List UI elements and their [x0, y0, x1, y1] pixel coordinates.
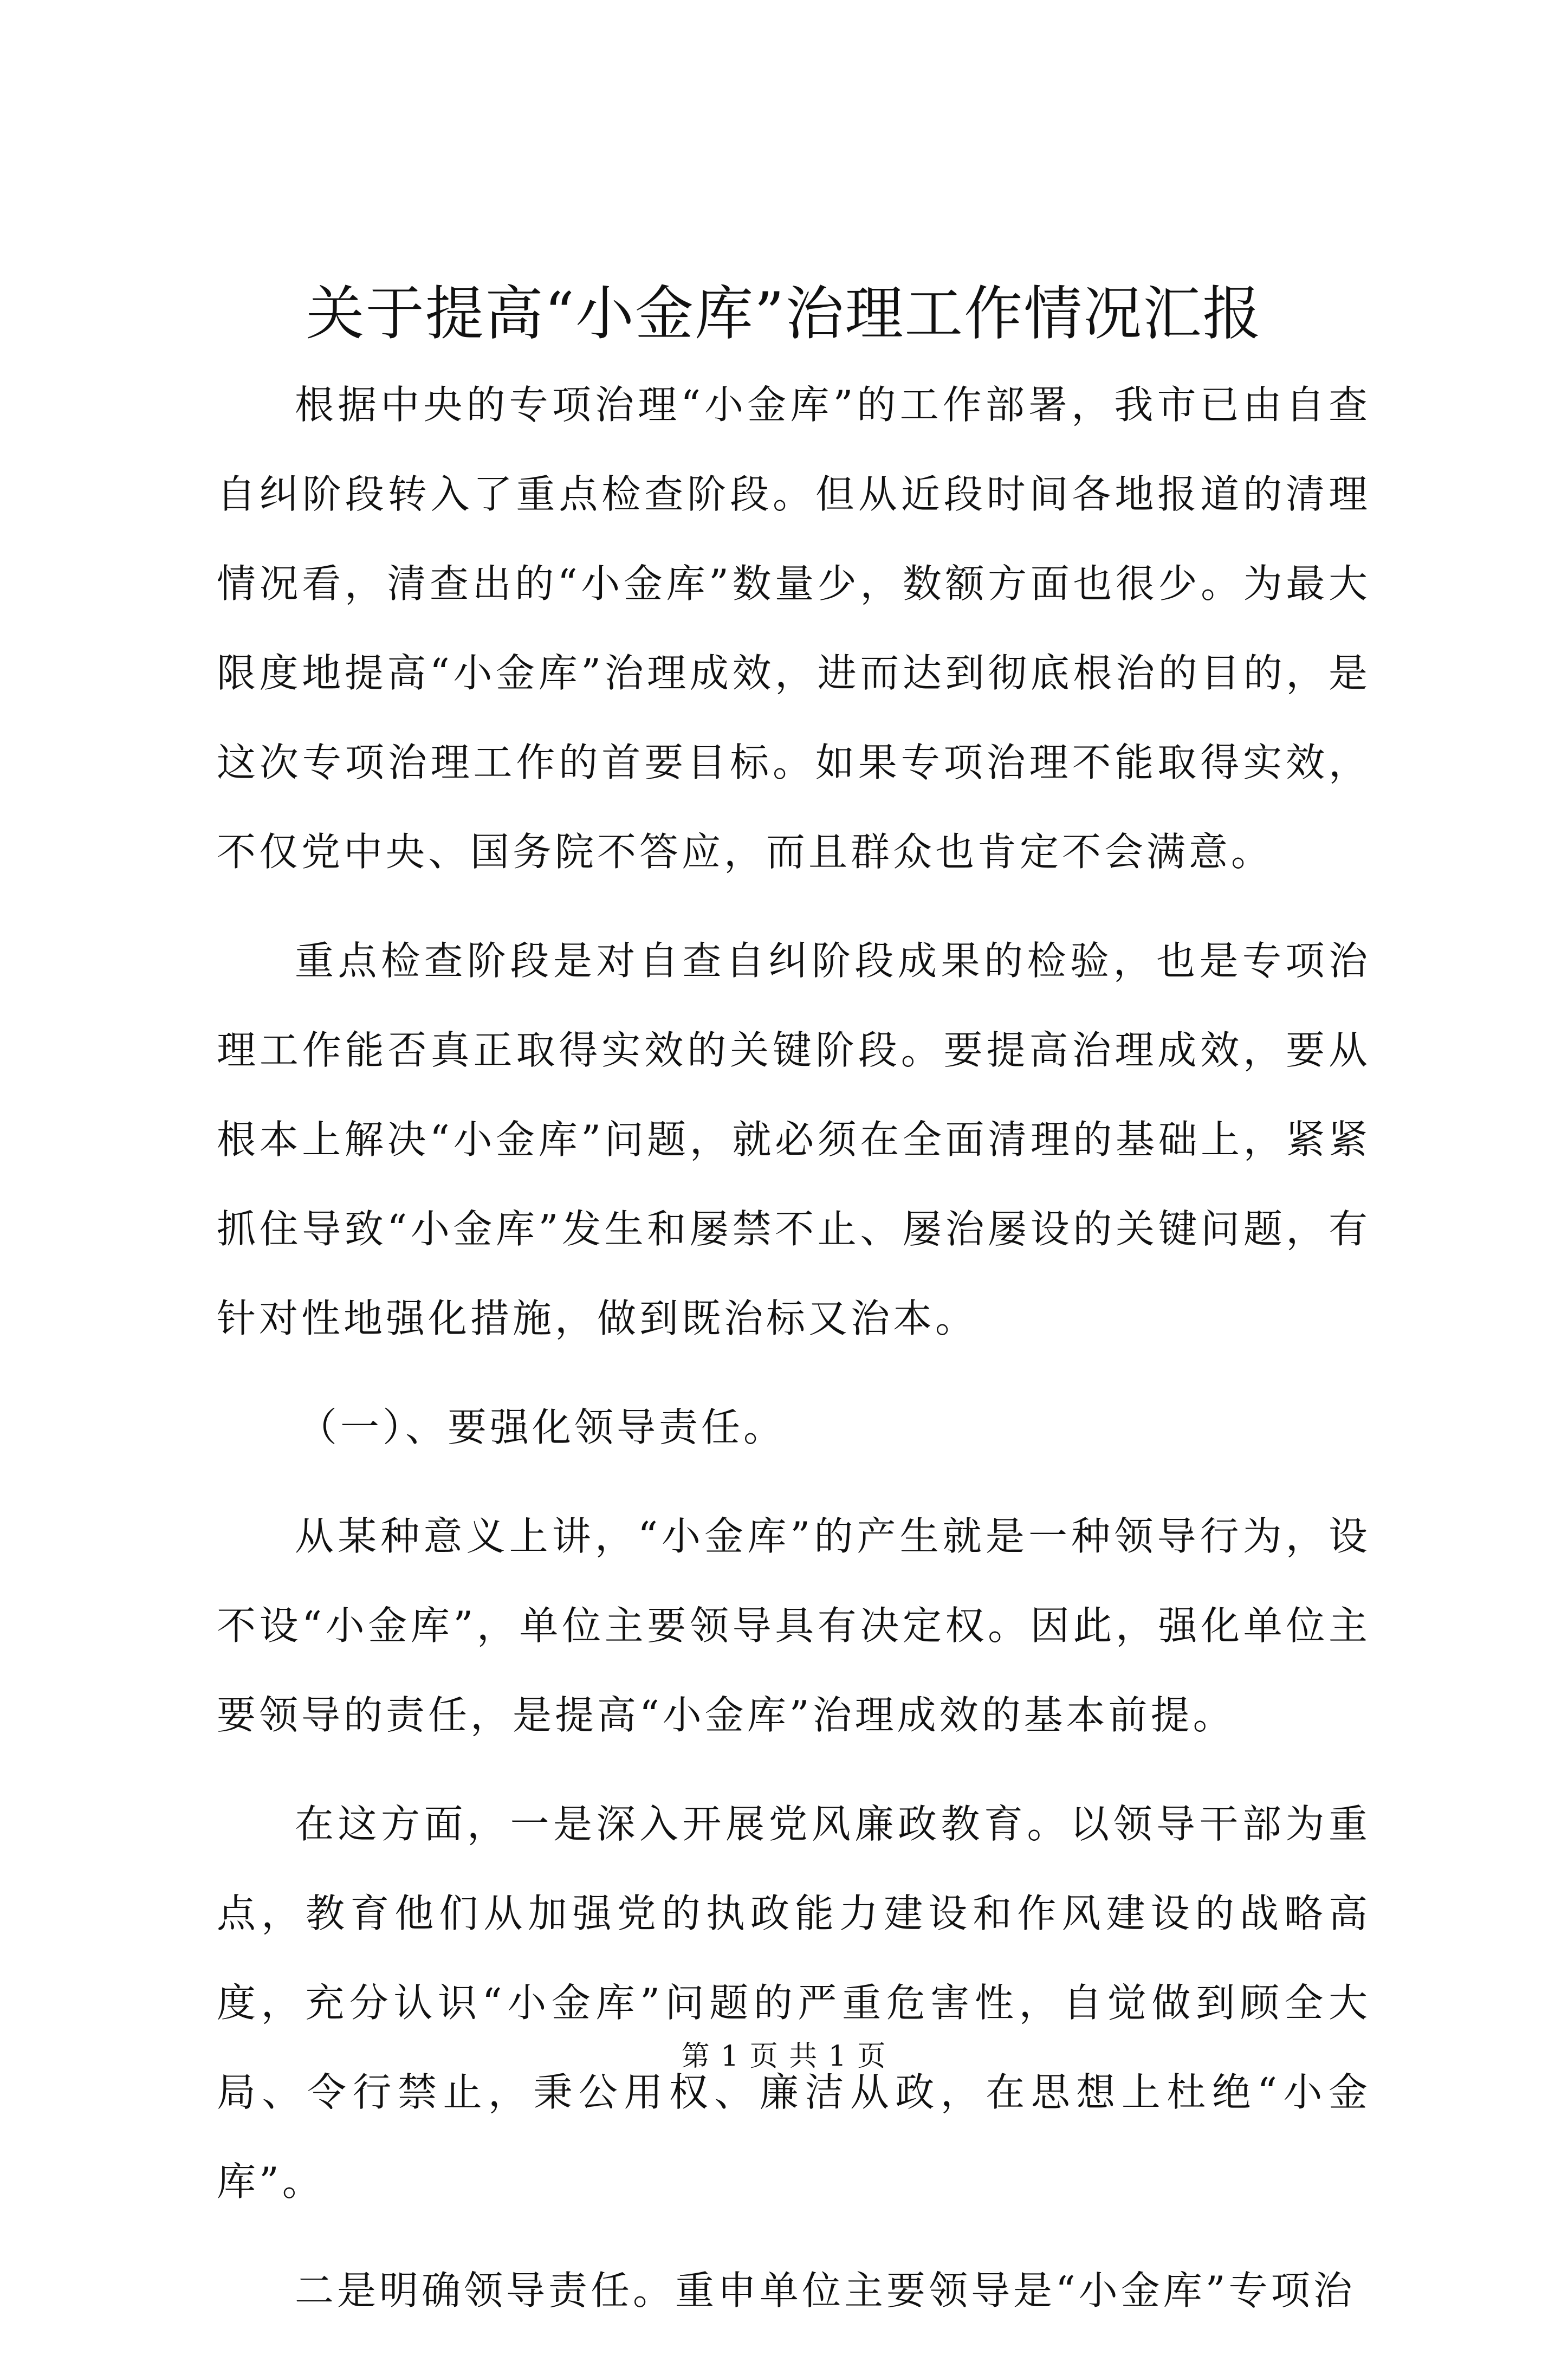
- page-footer: 第 1 页 共 1 页: [681, 2040, 887, 2073]
- paragraph-5: 二是明确领导责任。重申单位主要领导是“小金库”专项治: [295, 2268, 1356, 2313]
- document-title: 关于提高“小金库”治理工作情况汇报: [306, 280, 1262, 348]
- paragraph-1: 根据中央的专项治理“小金库”的工作部署，我市已由自查自纠阶段转入了重点检查阶段。但从近段时间各地报道的清理情况看，清查出的“小金库”数量少，数额方面也很少。为最大限度地提高“小金库”治理成效，进而达到彻底根治的目的，是这次专项治理工作的首要目标。如果专项治理不能取得实效，不仅党中央、国务院不答应，而且群众也肯定不会满意。: [217, 382, 1371, 875]
- section-heading-1: （一）、要强化领导责任。: [298, 1405, 786, 1450]
- paragraph-4: 在这方面，一是深入开展党风廉政教育。以领导干部为重点，教育他们从加强党的执政能力建设和作风建设的战略高度，充分认识“小金库”问题的严重危害性，自觉做到顾全大局、令行禁止，秉公用权、廉洁从政，在思想上杜绝“小金库”。: [217, 1801, 1371, 2204]
- paragraph-3: 从某种意义上讲，“小金库”的产生就是一种领导行为，设不设“小金库”，单位主要领导具有决定权。因此，强化单位主要领导的责任，是提高“小金库”治理成效的基本前提。: [217, 1513, 1371, 1738]
- paragraph-2: 重点检查阶段是对自查自纠阶段成果的检验，也是专项治理工作能否真正取得实效的关键阶段。要提高治理成效，要从根本上解决“小金库”问题，就必须在全面清理的基础上，紧紧抓住导致“小金库”发生和屡禁不止、屡治屡设的关键问题，有针对性地强化措施，做到既治标又治本。: [217, 938, 1371, 1341]
